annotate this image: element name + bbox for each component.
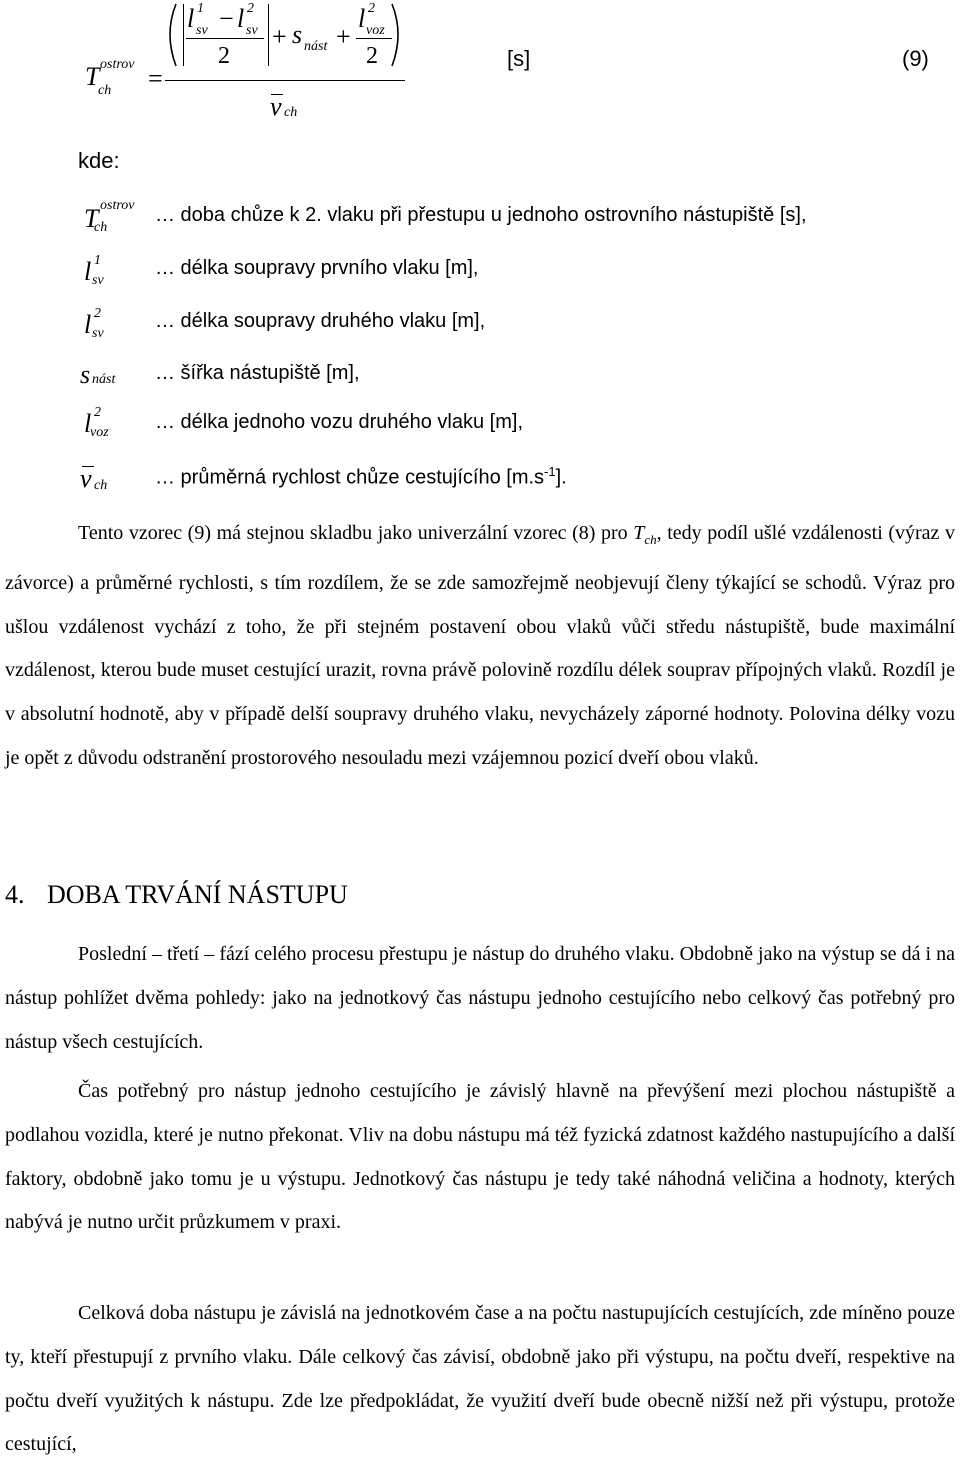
formula-unit: [s] [507,46,531,71]
section-heading: 4. DOBA TRVÁNÍ NÁSTUPU [5,880,348,909]
formula-inner-fraction-bar-1 [186,38,264,39]
legend-row: v ch … průměrná rychlost chůze cestujícího $[m.s^{-1}]$. [80,464,567,493]
formula-lvoz-sub: voz [366,23,385,38]
formula-number: (9) [902,46,929,71]
formula-l2: l [237,4,245,33]
formula-l1-sup: 1 [197,1,204,16]
formula-main-fraction-bar [165,80,405,81]
formula-lhs-symbol: T [85,62,100,91]
legend-row: l 1 sv … délka soupravy prvního vlaku [m], [84,253,479,288]
formula-s: s [292,20,303,49]
formula-l2-sup: 2 [247,1,254,16]
formula-abs-bar-left [183,4,184,66]
formula-minus: − [219,4,234,33]
legend-text: … délka jednoho vozu druhého vlaku [m], [155,411,523,433]
formula-plus-1: + [272,22,287,51]
paragraph-boarding-intro: Poslední – třetí – fází celého procesu přestupu je nástup do druhého vlaku. Obdobně jako na výstup se dá i na nástup pohlížet dvěma pohledy: jako na jednotkový čas nástupu jednoho cestujícího nebo celkový čas potřebný pro nástup všech cestujících. [5,943,955,1053]
legend-text: … délka soupravy druhého vlaku [m], [155,310,486,332]
legend-text: … šířka nástupiště [m], [155,362,360,384]
t-ch-symbol: T [633,522,645,544]
legend-row: l 2 voz … délka jednoho vozu druhého vlaku [m], [84,405,523,440]
formula-inner-fraction-bar-2 [356,38,392,39]
formula-9 [0,0,960,130]
formula-denominator-2b: 2 [366,43,378,69]
formula-v-sub: ch [284,105,298,120]
formula-l2-sub: sv [246,23,258,38]
legend-text: … doba chůze k 2. vlaku při přestupu u jednoho ostrovního nástupiště [s], [155,204,807,226]
formula-s-sub: nást [304,39,328,54]
legend-row: s nást … šířka nástupiště [m], [80,360,360,389]
formula-lvoz: l [358,4,366,33]
legend-intro: kde: [78,148,120,173]
legend-row: l 2 sv … délka soupravy druhého vlaku [m], [84,306,486,341]
formula-l1: l [187,4,195,33]
legend-row: T ostrov ch … doba chůze k 2. vlaku při přestupu u jednoho ostrovního nástupiště [s], [84,198,807,235]
formula-lvoz-sup: 2 [368,1,375,16]
paragraph-total-boarding: Celková doba nástupu je závislá na jednotkovém čase a na počtu nastupujících cestujících, zde míněno pouze ty, kteří přestupují z prvního vlaku. Dále celkový čas závisí, obdobně jako při výstupu, na počtu dveří, respektive na počtu dveří využitých k nástupu. Zde lze předpokládat, že využití dveří bude obecně nižší než při výstupu, protože cestující, [5,1302,955,1456]
legend-text: … průměrná rychlost chůze cestujícího $[m.s^{-1}]$. [155,464,567,489]
formula-lhs-sub: ch [98,83,112,98]
formula-plus-2: + [336,22,351,51]
formula-l1-sub: sv [196,23,208,38]
formula-v: v [270,92,282,121]
paragraph-formula-explanation: Tento vzorec (9) má stejnou skladbu jako univerzální vzorec (8) pro $T_{ch}$, tedy podíl ušlé vzdálenosti (výraz v závorce) a průměrné rychlosti, s tím rozdílem, že se zde samozřejmě neobjevují členy týkající se schodů. Výraz pro ušlou vzdálenost vychází z toho, že při stejném postavení obou vlaků vůči středu nástupiště, bude maximální vzdálenost, kterou bude muset cestující urazit, rovna právě polovině rozdílu délek souprav přípojných vlaků. Rozdíl je v absolutní hodnotě, aby v případě delší soupravy druhého vlaku, nevycházely záporné hodnoty. Polovina délky vozu je opět z důvodu odstranění prostorového nesouladu mezi vzájemnou pozicí dveří obou vlaků. [5,522,955,769]
formula-denominator-2a: 2 [218,43,230,69]
legend-text: … délka soupravy prvního vlaku [m], [155,257,479,279]
formula-lhs-sup: ostrov [100,57,135,72]
formula-equals: = [148,64,163,93]
formula-abs-bar-right [268,4,269,66]
paragraph-boarding-time: Čas potřebný pro nástup jednoho cestujícího je závislý hlavně na převýšení mezi plochou nástupiště a podlahou vozidla, které je nutno překonat. Vliv na dobu nástupu má též fyzická zdatnost každého nastupujícího a další faktory, obdobně jako tomu je u výstupu. Jednotkový čas nástupu je tedy také náhodná veličina a hodnoty, kterých nabývá je nutno určit průzkumem v praxi. [5,1080,955,1234]
